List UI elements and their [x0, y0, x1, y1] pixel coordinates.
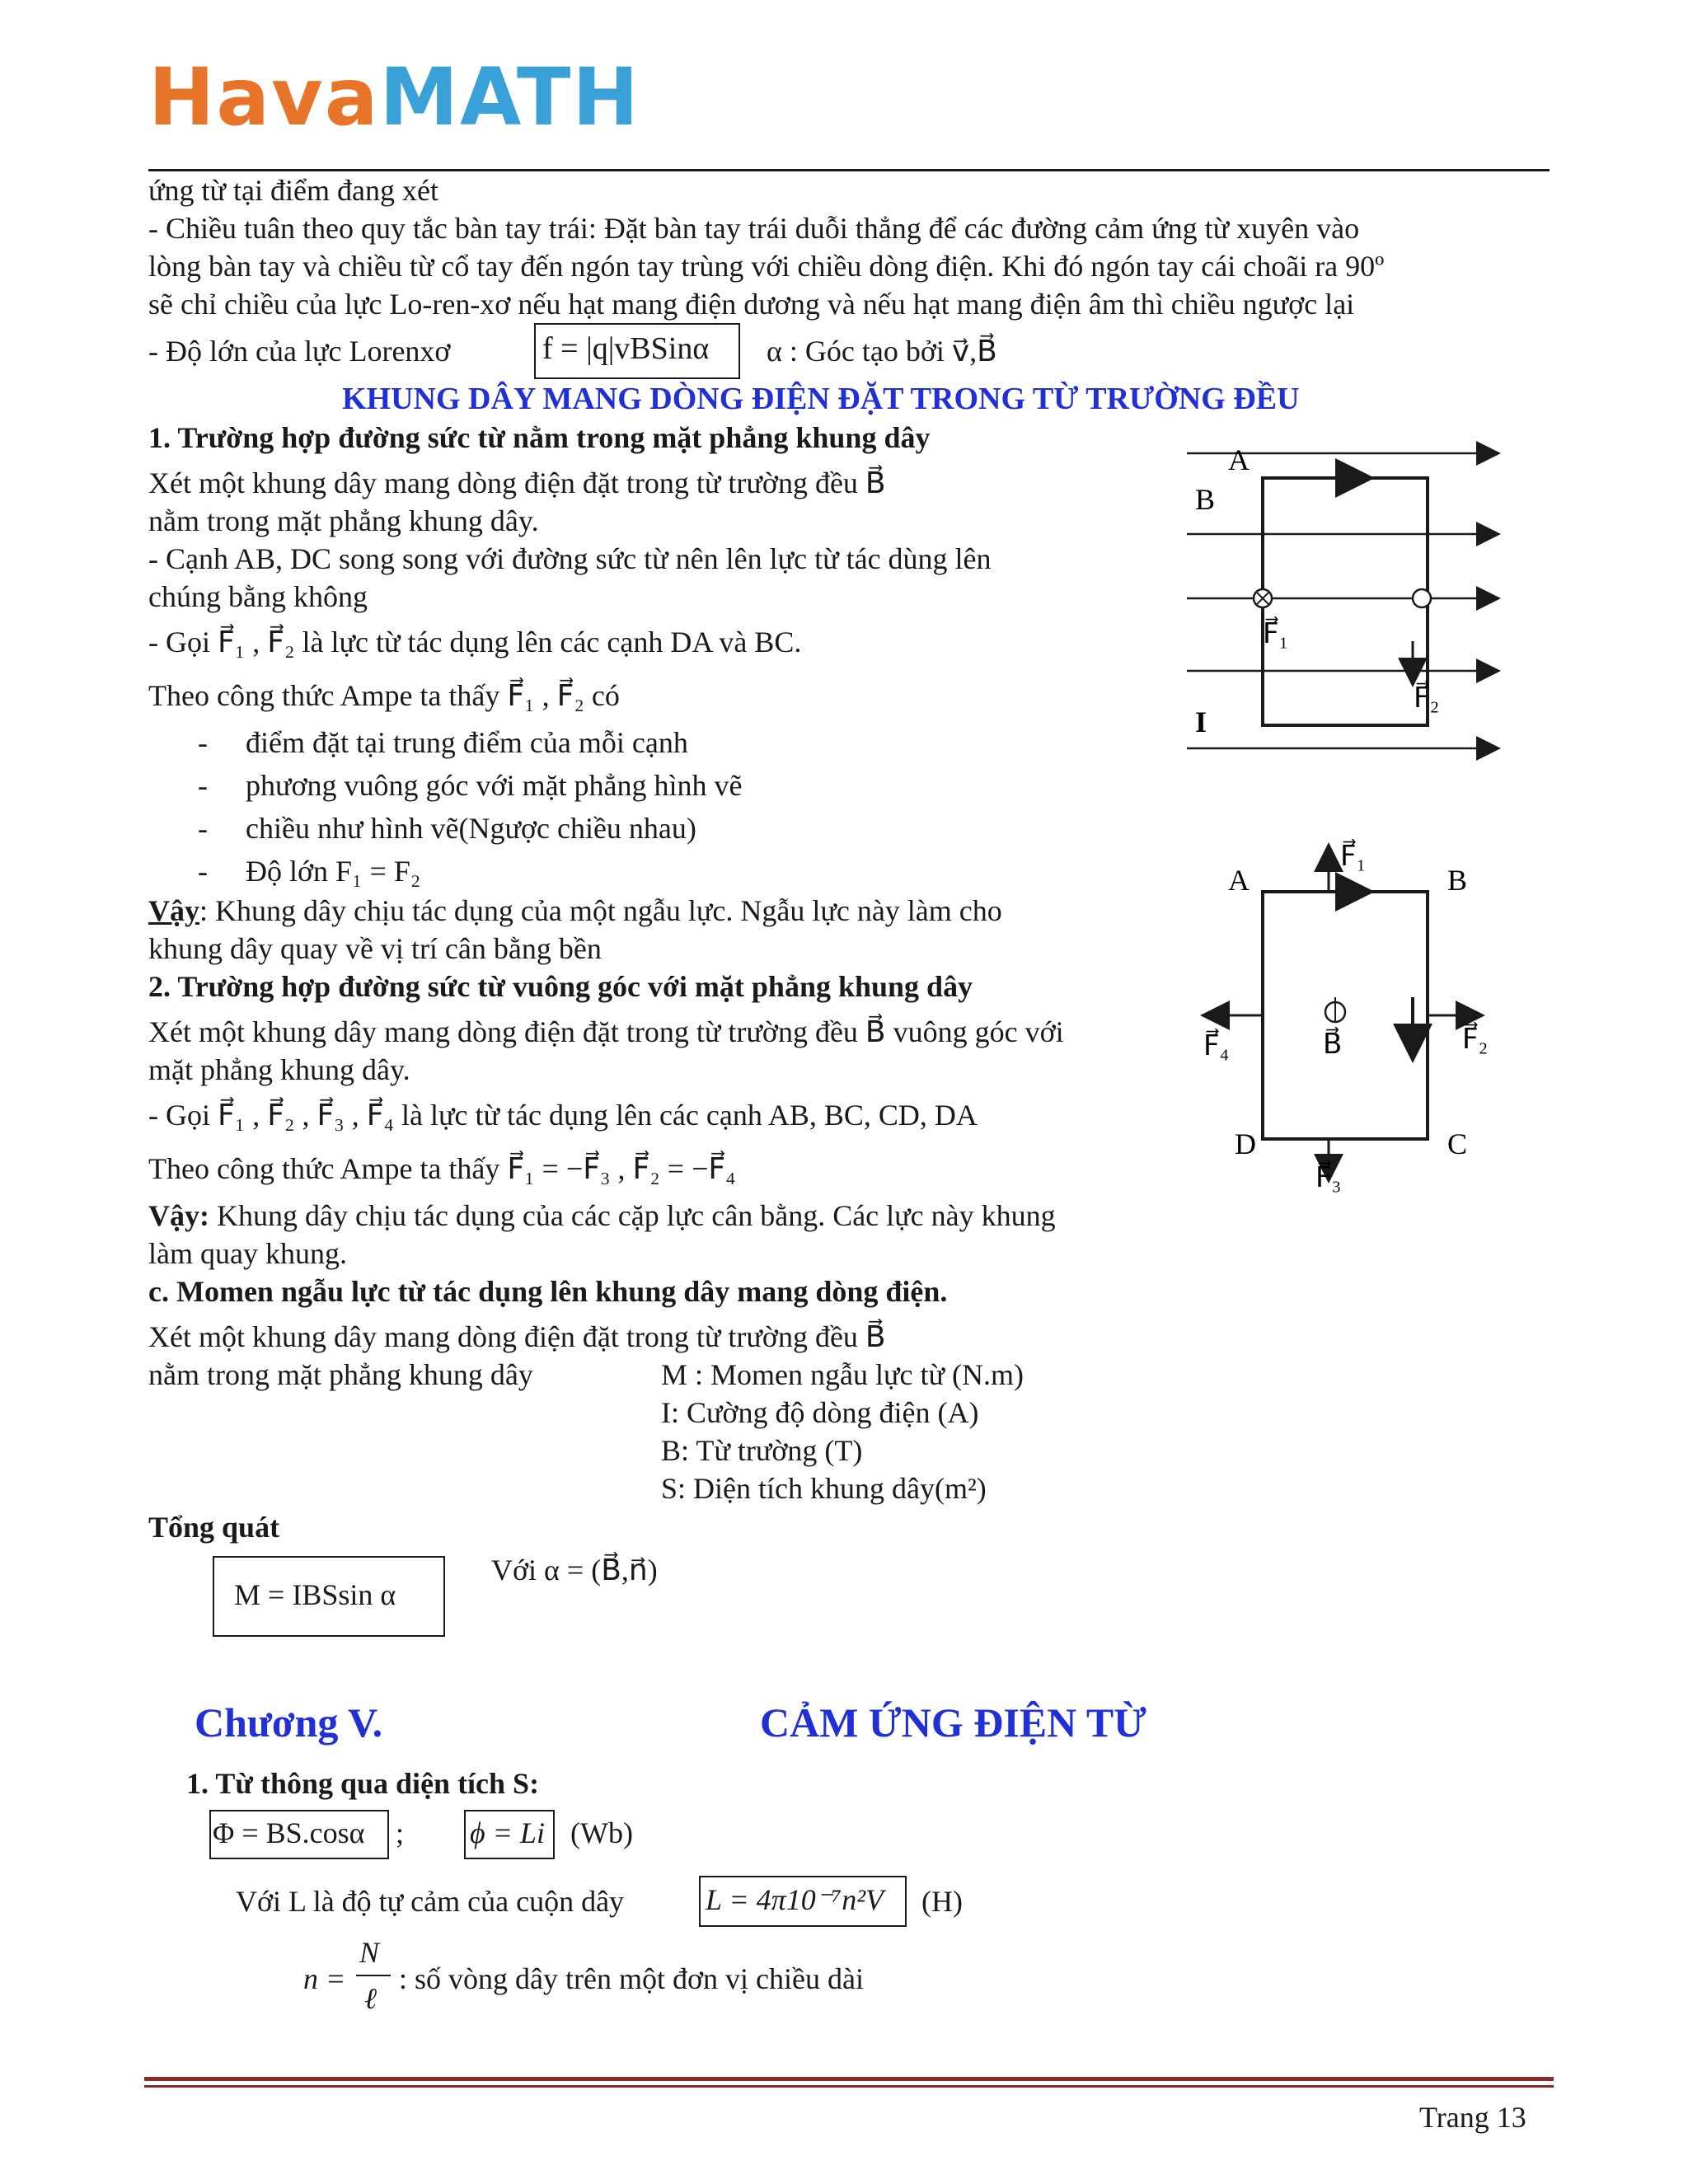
diagram-field-perpendicular [1187, 832, 1517, 1195]
label-b: B [1447, 864, 1468, 897]
label-i: I [1195, 705, 1207, 738]
casec-legend-b: B: Từ trường (T) [661, 1434, 863, 1467]
general-label: Tổng quát [148, 1511, 280, 1544]
case1-line-2: nằm trong mặt phẳng khung dây. [148, 504, 539, 537]
casec-line-2: nằm trong mặt phẳng khung dây [148, 1358, 533, 1391]
alpha-definition: Với α = (B⃗,n⃗) [491, 1554, 658, 1586]
label-f3: F⃗₃ [1315, 1163, 1342, 1193]
case2-line-4: Theo công thức Ampe ta thấy F⃗₁ = −F⃗₃ , F⃗₂ = −F⃗₄ [148, 1152, 736, 1185]
label-d: D [1235, 1127, 1256, 1160]
label-b-vector: B⃗ [1323, 1029, 1343, 1060]
n-denominator: ℓ [364, 1982, 377, 2015]
case1-line-1: Xét một khung dây mang dòng điện đặt trong từ trường đều B⃗ [148, 466, 886, 499]
unit-wb: (Wb) [570, 1816, 633, 1849]
lorenz-label: - Độ lớn của lực Lorenxơ [148, 335, 451, 368]
casec-legend-s: S: Diện tích khung dây(m²) [661, 1472, 987, 1505]
intro-line-0: ứng từ tại điểm đang xét [148, 174, 438, 207]
label-a: A [1228, 864, 1250, 897]
case1-conclusion-text: : Khung dây chịu tác dụng của một ngẫu lực. Ngẫu lực này làm cho [199, 894, 1002, 927]
intro-line-2: lòng bàn tay và chiều từ cổ tay đến ngón tay trùng với chiều dòng điện. Khi đó ngón tay cái choãi ra 90º [148, 250, 1385, 283]
fraction-bar [356, 1975, 391, 1976]
casec-heading: c. Momen ngẫu lực từ tác dụng lên khung dây mang dòng điện. [148, 1275, 948, 1308]
casec-line-1: Xét một khung dây mang dòng điện đặt trong từ trường đều B⃗ [148, 1320, 886, 1353]
n-lhs: n = [303, 1962, 346, 1995]
n-numerator: N [359, 1936, 380, 1969]
label-f2: F⃗₂ [1414, 683, 1440, 714]
casec-legend-i: I: Cường độ dòng điện (A) [661, 1396, 979, 1429]
chapter-title: CẢM ỨNG ĐIỆN TỪ [760, 1699, 1146, 1746]
case1-bullet-dash: - [198, 855, 208, 888]
inductance-text: Với L là độ tự cảm của cuộn dây [236, 1885, 625, 1918]
flux-heading: 1. Từ thông qua diện tích S: [186, 1767, 540, 1800]
page-number: Trang 13 [1419, 2101, 1526, 2134]
lorenz-angle: α : Góc tạo bởi v⃗,B⃗ [767, 335, 997, 368]
inductance-formula: L = 4π10⁻⁷n²V [706, 1883, 884, 1916]
current-frame [1263, 478, 1428, 725]
label-a: A [1228, 443, 1250, 476]
case1-line-6: Theo công thức Ampe ta thấy F⃗₁ , F⃗₂ có [148, 679, 620, 712]
case1-heading: 1. Trường hợp đường sức từ nằm trong mặt phẳng khung dây [148, 421, 931, 454]
label-f4: F⃗₄ [1203, 1031, 1230, 1062]
section-title: KHUNG DÂY MANG DÒNG ĐIỆN ĐẶT TRONG TỪ TRƯỜNG ĐỀU [342, 382, 1300, 416]
li-formula: ϕ = Li [470, 1816, 545, 1849]
case2-line-2: mặt phẳng khung dây. [148, 1053, 410, 1086]
intro-line-3: sẽ chỉ chiều của lực Lo-ren-xơ nếu hạt mang điện dương và nếu hạt mang điện âm thì chiều ngược lại [148, 288, 1355, 321]
case1-bullet-2: phương vuông góc với mặt phẳng hình vẽ [246, 769, 743, 802]
case1-line-4: chúng bằng không [148, 580, 368, 613]
formula-separator: ; [396, 1816, 405, 1849]
label-f2: F⃗₂ [1462, 1024, 1489, 1055]
footer-divider-thin [144, 2085, 1554, 2088]
footer-divider-thick [144, 2077, 1554, 2081]
case1-conclusion-2: khung dây quay về vị trí cân bằng bền [148, 932, 602, 965]
case1-line-5: - Gọi F⃗₁ , F⃗₂ là lực từ tác dụng lên các cạnh DA và BC. [148, 626, 802, 658]
diagram-field-in-plane [1170, 435, 1517, 781]
chapter-label: Chương V. [195, 1699, 383, 1746]
case2-heading: 2. Trường hợp đường sức từ vuông góc với mặt phẳng khung dây [148, 970, 973, 1003]
case1-conclusion-1 [148, 892, 1002, 930]
n-description: : số vòng dây trên một đơn vị chiều dài [399, 1962, 864, 1995]
label-b: B [1195, 483, 1216, 516]
case1-bullet-dash: - [198, 812, 208, 845]
case2-conclusion-text: Khung dây chịu tác dụng của các cặp lực cân bằng. Các lực này khung [209, 1199, 1056, 1232]
flux-formula: Φ = BS.cosα [213, 1816, 365, 1849]
case2-conclusion-1 [148, 1197, 1056, 1235]
label-c: C [1447, 1127, 1468, 1160]
case1-bullet-1: điểm đặt tại trung điểm của mỗi cạnh [246, 726, 688, 759]
field-lines [1187, 453, 1497, 748]
case1-bullet-dash: - [198, 726, 208, 759]
lorenz-formula: f = |q|vBSinα [542, 331, 710, 366]
moment-formula: M = IBSsin α [234, 1578, 396, 1611]
case1-bullet-dash: - [198, 769, 208, 802]
case1-conclusion-label: Vậy [148, 894, 199, 927]
label-f1: F⃗₁ [1263, 619, 1289, 649]
case2-conclusion-label: Vậy: [148, 1199, 209, 1232]
havamath-logo: HavaMATH [148, 51, 640, 143]
case2-line-1: Xét một khung dây mang dòng điện đặt trong từ trường đều B⃗ vuông góc với [148, 1015, 1064, 1048]
dot-out-of-page-icon [1413, 589, 1431, 607]
case2-line-3: - Gọi F⃗₁ , F⃗₂ , F⃗₃ , F⃗₄ là lực từ tác dụng lên các cạnh AB, BC, CD, DA [148, 1099, 978, 1132]
casec-legend-m: M : Momen ngẫu lực từ (N.m) [661, 1358, 1024, 1391]
label-f1: F⃗₁ [1340, 841, 1367, 872]
case1-line-3: - Cạnh AB, DC song song với đường sức từ nên lên lực từ tác dùng lên [148, 542, 992, 575]
case1-bullet-4: Độ lớn F₁ = F₂ [246, 855, 421, 888]
case2-conclusion-2: làm quay khung. [148, 1237, 347, 1270]
case1-bullet-3: chiều như hình vẽ(Ngược chiều nhau) [246, 812, 696, 845]
intro-line-1: - Chiều tuân theo quy tắc bàn tay trái: Đặt bàn tay trái duỗi thẳng để các đường cảm ứng từ xuyên vào [148, 212, 1360, 245]
unit-h: (H) [921, 1885, 963, 1918]
